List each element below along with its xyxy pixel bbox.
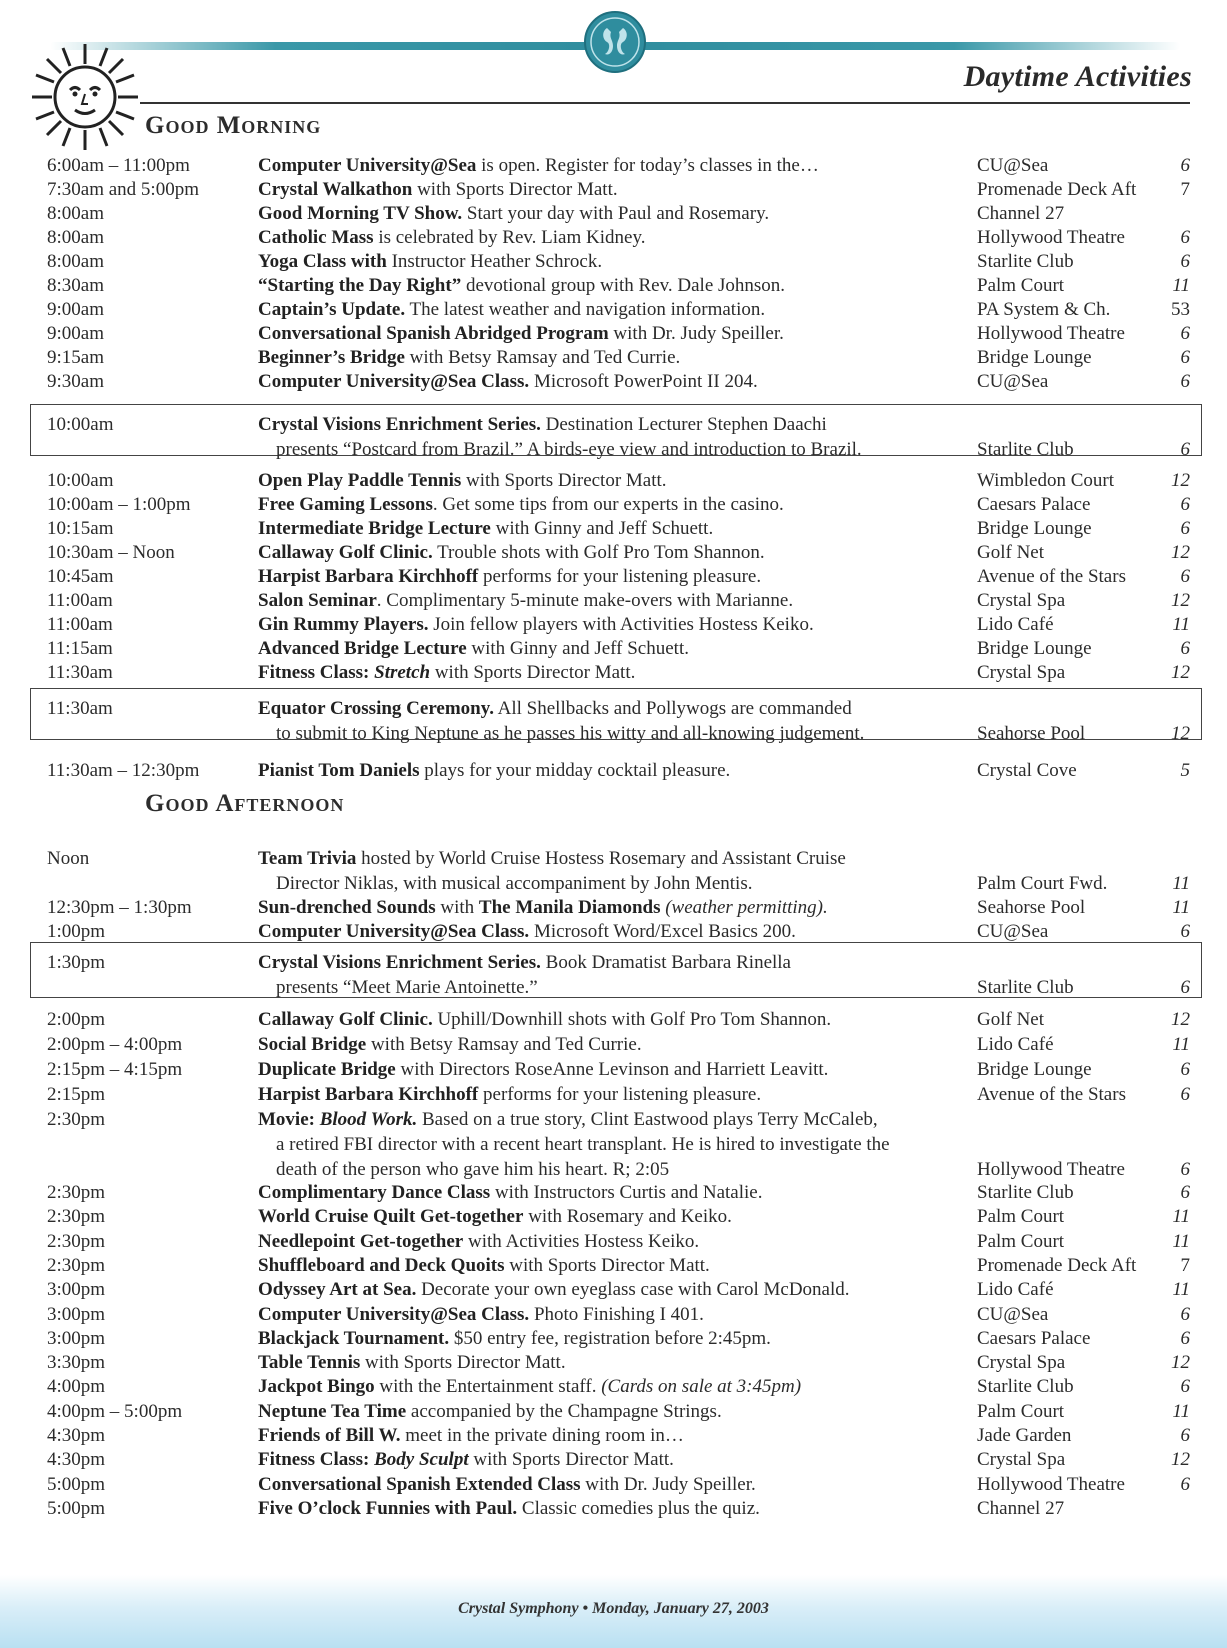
activity-title: Salon Seminar (258, 590, 377, 611)
activity-title: Crystal Walkathon (258, 179, 413, 200)
activity-description (258, 660, 978, 685)
activity-location: Channel 27 (977, 203, 1065, 224)
activity-location: Palm Court Fwd. (977, 873, 1108, 894)
activity-description (258, 492, 978, 517)
activity-title: Fitness Class: (258, 1449, 375, 1471)
activity-location: Bridge Lounge (977, 518, 1092, 539)
section-title-afternoon: Good Afternoon (145, 790, 345, 817)
activity-details: accompanied by the Champagne Strings. (406, 1400, 722, 1422)
activity-title: Shuffleboard and Deck Quoits (258, 1254, 505, 1276)
seahorse-medallion-icon (583, 10, 647, 74)
activity-deck: 12 (1171, 1449, 1190, 1471)
activity-location: Palm Court (977, 1230, 1065, 1252)
activity-location: Crystal Cove (977, 760, 1077, 781)
activity-details-line2: presents “Postcard from Brazil.” A birds-eye view and introduction to Brazil. (276, 439, 862, 460)
footer-text: Crystal Symphony • Monday, January 27, 2003 (458, 1600, 769, 1617)
activity-deck: 6 (1180, 1376, 1190, 1398)
activity-location: Lido Café (977, 1034, 1054, 1055)
activity-description (258, 612, 978, 637)
activity-details: with Instructors Curtis and Natalie. (490, 1182, 763, 1203)
activity-deck: 6 (1180, 323, 1190, 344)
activity-details: Destination Lecturer Stephen Daachi (540, 414, 827, 435)
activity-time: 8:00am (47, 251, 104, 272)
activity-details: with Dr. Judy Speiller. (608, 323, 784, 344)
activity-title: Computer University@Sea (258, 155, 477, 176)
activity-time: 3:00pm (47, 1327, 106, 1349)
activity-description (258, 696, 978, 746)
activity-details: with Sports Director Matt. (360, 1352, 566, 1374)
activity-location: Bridge Lounge (977, 347, 1092, 368)
activity-time: 11:30am (47, 662, 113, 683)
activity-description (258, 1032, 978, 1057)
activity-deck: 6 (1180, 638, 1190, 659)
activity-time: 9:00am (47, 299, 104, 320)
activity-location: Seahorse Pool (977, 723, 1086, 744)
activity-details: hosted by World Cruise Hostess Rosemary and Assistant Cruise (356, 848, 846, 869)
activity-time: 4:30pm (47, 1425, 106, 1446)
activity-description (258, 1472, 978, 1497)
activity-note: (weather permitting). (660, 897, 828, 918)
activity-details: with Ginny and Jeff Schuett. (466, 638, 689, 659)
activity-description (258, 636, 978, 661)
activity-deck: 6 (1180, 1327, 1190, 1349)
activity-description (258, 249, 978, 274)
activity-deck: 12 (1171, 662, 1190, 683)
activity-details: The latest weather and navigation information. (405, 299, 766, 320)
activity-details: Photo Finishing I 401. (529, 1303, 704, 1325)
activity-title: Table Tennis (258, 1352, 361, 1374)
activity-description (258, 225, 978, 250)
activity-title: Crystal Visions Enrichment Series. (258, 414, 541, 435)
activity-deck: 6 (1180, 1059, 1190, 1080)
activity-time: 8:30am (47, 275, 104, 296)
activity-time: 10:00am – 1:00pm (47, 494, 191, 515)
activity-time: 9:30am (47, 371, 104, 392)
activity-details: Microsoft PowerPoint II 204. (529, 371, 758, 392)
activity-time: 3:30pm (47, 1352, 106, 1374)
activity-deck: 6 (1180, 1425, 1190, 1446)
activity-description (258, 1253, 978, 1278)
activity-deck: 5 (1180, 760, 1190, 781)
activity-details: with Rosemary and Keiko. (523, 1206, 732, 1228)
activity-description (258, 1496, 978, 1521)
activity-deck: 7 (1180, 1254, 1190, 1276)
activity-time: 11:30am – 12:30pm (47, 760, 200, 781)
activity-location: Avenue of the Stars (977, 1084, 1126, 1105)
activity-details: Based on a true story, Clint Eastwood plays Terry McCaleb, (417, 1109, 878, 1130)
activity-details-line2: a retired FBI director with a recent heart transplant. He is hired to investigate the (276, 1134, 890, 1155)
activity-location: Crystal Spa (977, 590, 1066, 611)
activity-details: with the Entertainment staff. (374, 1376, 602, 1398)
activity-location: Crystal Spa (977, 1352, 1066, 1374)
activity-title: Complimentary Dance Class (258, 1182, 491, 1203)
activity-title: Computer University@Sea Class. (258, 921, 530, 942)
activity-time: 10:00am (47, 414, 114, 435)
activity-deck: 6 (1180, 251, 1190, 272)
activity-title-italic: Blood Work. (319, 1109, 418, 1130)
activity-time: 2:15pm (47, 1084, 106, 1105)
activity-description (258, 1180, 978, 1205)
activity-description (258, 1302, 978, 1327)
activity-deck: 6 (1180, 977, 1190, 998)
activity-details: with Sports Director Matt. (504, 1254, 710, 1276)
activity-description (258, 1204, 978, 1229)
activity-location: CU@Sea (977, 921, 1049, 942)
activity-deck: 12 (1171, 470, 1190, 491)
activity-deck: 6 (1180, 371, 1190, 392)
activity-details: with (435, 897, 479, 918)
sun-face-icon (30, 42, 140, 152)
activity-details: with Sports Director Matt. (412, 179, 618, 200)
activity-title: Needlepoint Get-together (258, 1230, 464, 1252)
activity-deck: 11 (1172, 873, 1190, 894)
activity-title-italic: Stretch (374, 662, 431, 683)
activity-time: 11:15am (47, 638, 113, 659)
activity-title: Open Play Paddle Tennis (258, 470, 462, 491)
activity-title: Movie: (258, 1109, 320, 1130)
activity-deck: 12 (1171, 1009, 1190, 1030)
activity-description (258, 1007, 978, 1032)
activity-title: Sun-drenched Sounds (258, 897, 436, 918)
activity-deck: 6 (1180, 1303, 1190, 1325)
activity-note: (Cards on sale at 3:45pm) (601, 1376, 802, 1398)
activity-details: $50 entry fee, registration before 2:45pm. (449, 1327, 771, 1349)
activity-title: Computer University@Sea Class. (258, 1303, 530, 1325)
activity-time: 10:45am (47, 566, 114, 587)
activity-location: Golf Net (977, 1009, 1045, 1030)
activity-deck: 11 (1172, 1034, 1190, 1055)
activity-description (258, 468, 978, 493)
activity-deck: 11 (1172, 275, 1190, 296)
activity-title: Intermediate Bridge Lecture (258, 518, 491, 539)
activity-location: Golf Net (977, 542, 1045, 563)
activity-deck: 6 (1180, 1084, 1190, 1105)
activity-location: Bridge Lounge (977, 638, 1092, 659)
activity-location: Palm Court (977, 1400, 1065, 1422)
activity-time: 8:00am (47, 227, 104, 248)
activity-description (258, 1350, 978, 1375)
activity-title: Beginner’s Bridge (258, 347, 405, 368)
activity-details: with Betsy Ramsay and Ted Currie. (404, 347, 681, 368)
activity-title: World Cruise Quilt Get-together (258, 1206, 524, 1228)
activity-details: with Betsy Ramsay and Ted Currie. (366, 1034, 642, 1055)
activity-title: Fitness Class: (258, 662, 375, 683)
activity-title: Odyssey Art at Sea. (258, 1279, 417, 1301)
activity-deck: 11 (1172, 1230, 1190, 1252)
activity-title: Callaway Golf Clinic. (258, 1009, 433, 1030)
activity-description (258, 516, 978, 541)
activity-description (258, 153, 978, 178)
activity-title: Computer University@Sea Class. (258, 371, 530, 392)
activity-title: Equator Crossing Ceremony. (258, 698, 494, 719)
activity-time: 2:30pm (47, 1109, 106, 1130)
activity-location: Starlite Club (977, 977, 1074, 998)
activity-time: 4:00pm – 5:00pm (47, 1400, 183, 1422)
activity-location: Seahorse Pool (977, 897, 1086, 918)
activity-details: . Get some tips from our experts in the casino. (432, 494, 784, 515)
activity-time: 4:00pm (47, 1376, 106, 1398)
activity-time: 5:00pm (47, 1497, 106, 1519)
activity-details: with Sports Director Matt. (461, 470, 667, 491)
activity-location: Promenade Deck Aft (977, 1254, 1137, 1276)
activity-time: 10:15am (47, 518, 114, 539)
activity-deck: 11 (1172, 614, 1190, 635)
activity-title-italic: Body Sculpt (374, 1449, 469, 1471)
activity-description (258, 540, 978, 565)
activity-location: CU@Sea (977, 155, 1049, 176)
activity-details: devotional group with Rev. Dale Johnson. (461, 275, 786, 296)
activity-time: Noon (47, 848, 90, 869)
activity-description (258, 273, 978, 298)
activity-description (258, 345, 978, 370)
activity-description (258, 1107, 978, 1182)
activity-location: Promenade Deck Aft (977, 179, 1137, 200)
activity-location: Bridge Lounge (977, 1059, 1092, 1080)
activity-time: 8:00am (47, 203, 104, 224)
activity-details-line3: death of the person who gave him his heart. R; 2:05 (276, 1159, 670, 1180)
activity-deck: 6 (1180, 566, 1190, 587)
activity-details: Decorate your own eyeglass case with Carol McDonald. (416, 1279, 850, 1301)
activity-details: performs for your listening pleasure. (478, 1084, 762, 1105)
activity-time: 1:00pm (47, 921, 106, 942)
activity-details: with Dr. Judy Speiller. (580, 1473, 756, 1495)
activity-title: Yoga Class with (258, 251, 387, 272)
activity-description (258, 1277, 978, 1302)
activity-deck: 6 (1180, 518, 1190, 539)
activity-title: Harpist Barbara Kirchhoff (258, 566, 479, 587)
activity-time: 2:30pm (47, 1206, 106, 1228)
activity-location: Starlite Club (977, 1376, 1074, 1398)
activity-location: Lido Café (977, 614, 1054, 635)
section-title-morning: Good Morning (145, 112, 322, 139)
activity-title: Advanced Bridge Lecture (258, 638, 467, 659)
activity-location: Crystal Spa (977, 662, 1066, 683)
activity-location: Lido Café (977, 1279, 1054, 1301)
activity-deck: 12 (1171, 542, 1190, 563)
activity-deck: 6 (1180, 921, 1190, 942)
activity-location: Hollywood Theatre (977, 323, 1125, 344)
activity-title: Harpist Barbara Kirchhoff (258, 1084, 479, 1105)
activity-location: Jade Garden (977, 1425, 1072, 1446)
activity-time: 11:00am (47, 590, 113, 611)
activity-location: Avenue of the Stars (977, 566, 1126, 587)
activity-location: PA System & Ch. (977, 299, 1111, 320)
activity-deck: 6 (1180, 155, 1190, 176)
activity-description (258, 895, 978, 920)
activity-location: Crystal Spa (977, 1449, 1066, 1471)
activity-description (258, 1229, 978, 1254)
activity-title: Neptune Tea Time (258, 1400, 407, 1422)
activity-location: CU@Sea (977, 1303, 1049, 1325)
activity-description (258, 1399, 978, 1424)
activity-description (258, 1374, 978, 1399)
activity-location: Wimbledon Court (977, 470, 1114, 491)
activity-details: Book Dramatist Barbara Rinella (540, 952, 791, 973)
activity-deck: 6 (1180, 1182, 1190, 1203)
activity-deck: 6 (1180, 347, 1190, 368)
activity-details: performs for your listening pleasure. (478, 566, 762, 587)
activity-time: 2:30pm (47, 1230, 106, 1252)
activity-description (258, 1447, 978, 1472)
activity-title: Jackpot Bingo (258, 1376, 375, 1398)
header-rule (140, 102, 1190, 104)
activity-time: 6:00am – 11:00pm (47, 155, 190, 176)
activity-title: Conversational Spanish Extended Class (258, 1473, 581, 1495)
activity-description (258, 919, 978, 944)
activity-deck: 53 (1171, 299, 1190, 320)
activity-title: Conversational Spanish Abridged Program (258, 323, 609, 344)
activity-title: Blackjack Tournament. (258, 1327, 450, 1349)
activity-location: Hollywood Theatre (977, 1159, 1125, 1180)
activity-time: 4:30pm (47, 1449, 106, 1471)
activity-location: Palm Court (977, 275, 1065, 296)
activity-description (258, 846, 978, 896)
activity-details: Uphill/Downhill shots with Golf Pro Tom Shannon. (432, 1009, 832, 1030)
activity-time: 1:30pm (47, 952, 106, 973)
activity-details-line2: to submit to King Neptune as he passes his witty and all-knowing judgement. (276, 723, 865, 744)
activity-deck: 12 (1171, 1352, 1190, 1374)
activity-title: Gin Rummy Players. (258, 614, 429, 635)
activity-details: Start your day with Paul and Rosemary. (462, 203, 770, 224)
activity-time: 10:00am (47, 470, 114, 491)
activity-title: Social Bridge (258, 1034, 367, 1055)
activity-title: Captain’s Update. (258, 299, 406, 320)
activity-title: Crystal Visions Enrichment Series. (258, 952, 541, 973)
activity-title: Catholic Mass (258, 227, 374, 248)
activity-time: 9:00am (47, 323, 104, 344)
activity-time: 3:00pm (47, 1303, 106, 1325)
activity-deck: 6 (1180, 494, 1190, 515)
activity-description (258, 564, 978, 589)
activity-location: Hollywood Theatre (977, 227, 1125, 248)
activity-location: Starlite Club (977, 439, 1074, 460)
activity-time: 7:30am and 5:00pm (47, 179, 199, 200)
activity-details: is open. Register for today’s classes in the… (476, 155, 819, 176)
activity-details: is celebrated by Rev. Liam Kidney. (373, 227, 646, 248)
activity-time: 2:15pm – 4:15pm (47, 1059, 183, 1080)
activity-details: Classic comedies plus the quiz. (517, 1497, 760, 1519)
activity-description (258, 950, 978, 1000)
activity-details: plays for your midday cocktail pleasure. (419, 760, 731, 781)
activity-deck: 11 (1172, 897, 1190, 918)
activity-deck: 11 (1172, 1279, 1190, 1301)
activity-location: Caesars Palace (977, 1327, 1091, 1349)
activity-deck: 7 (1180, 179, 1190, 200)
activity-location: CU@Sea (977, 371, 1049, 392)
activity-description (258, 758, 978, 783)
activity-details: . Complimentary 5-minute make-overs with Marianne. (376, 590, 794, 611)
activity-time: 5:00pm (47, 1473, 106, 1495)
activity-description (258, 369, 978, 394)
activity-description (258, 1326, 978, 1351)
activity-time: 2:30pm (47, 1254, 106, 1276)
activity-details: Instructor Heather Schrock. (386, 251, 603, 272)
activity-description (258, 177, 978, 202)
activity-details: with Activities Hostess Keiko. (463, 1230, 700, 1252)
page-title: Daytime Activities (963, 60, 1192, 93)
activity-title: Free Gaming Lessons (258, 494, 433, 515)
activity-location: Starlite Club (977, 1182, 1074, 1203)
activity-deck: 11 (1172, 1400, 1190, 1422)
activity-time: 9:15am (47, 347, 104, 368)
activity-details-line2: Director Niklas, with musical accompaniment by John Mentis. (276, 873, 753, 894)
activity-title: Five O’clock Funnies with Paul. (258, 1497, 518, 1519)
activity-deck: 11 (1172, 1206, 1190, 1228)
activity-deck: 6 (1180, 439, 1190, 460)
activity-description (258, 297, 978, 322)
activity-description (258, 412, 978, 462)
activity-description (258, 321, 978, 346)
activity-description (258, 588, 978, 613)
activity-time: 3:00pm (47, 1279, 106, 1301)
activity-time: 2:30pm (47, 1182, 106, 1203)
activity-deck: 6 (1180, 1159, 1190, 1180)
activity-title: Friends of Bill W. (258, 1425, 401, 1446)
activity-deck: 12 (1171, 590, 1190, 611)
activity-description (258, 1057, 978, 1082)
activity-details: All Shellbacks and Pollywogs are commanded (493, 698, 852, 719)
activity-title: Good Morning TV Show. (258, 203, 463, 224)
activity-details: with Sports Director Matt. (468, 1449, 674, 1471)
activity-title: “Starting the Day Right” (258, 275, 462, 296)
activity-location: Starlite Club (977, 251, 1074, 272)
activity-details: Trouble shots with Golf Pro Tom Shannon. (432, 542, 765, 563)
activity-deck: 12 (1171, 723, 1190, 744)
activity-time: 10:30am – Noon (47, 542, 175, 563)
activity-details: with Ginny and Jeff Schuett. (490, 518, 714, 539)
activity-title: Pianist Tom Daniels (258, 760, 420, 781)
activity-details: meet in the private dining room in… (400, 1425, 684, 1446)
activity-deck: 6 (1180, 227, 1190, 248)
activity-details: with Sports Director Matt. (430, 662, 636, 683)
activity-location: Caesars Palace (977, 494, 1091, 515)
activity-details: Join fellow players with Activities Hostess Keiko. (428, 614, 814, 635)
activity-description (258, 201, 978, 226)
activity-time: 12:30pm – 1:30pm (47, 897, 192, 918)
activity-details: Microsoft Word/Excel Basics 200. (529, 921, 796, 942)
activity-deck: 6 (1180, 1473, 1190, 1495)
activity-description (258, 1423, 978, 1448)
activity-time: 2:00pm – 4:00pm (47, 1034, 183, 1055)
activity-title: Duplicate Bridge (258, 1059, 396, 1080)
activity-title: Callaway Golf Clinic. (258, 542, 433, 563)
activity-title: Team Trivia (258, 848, 357, 869)
activity-details: with Directors RoseAnne Levinson and Harriett Leavitt. (395, 1059, 829, 1080)
activity-location: Palm Court (977, 1206, 1065, 1228)
activity-details-line2: presents “Meet Marie Antoinette.” (276, 977, 538, 998)
activity-time: 2:00pm (47, 1009, 106, 1030)
activity-description (258, 1082, 978, 1107)
activity-performer: The Manila Diamonds (478, 897, 661, 918)
activity-time: 11:00am (47, 614, 113, 635)
activity-location: Hollywood Theatre (977, 1473, 1125, 1495)
activity-time: 11:30am (47, 698, 113, 719)
activity-location: Channel 27 (977, 1497, 1065, 1519)
